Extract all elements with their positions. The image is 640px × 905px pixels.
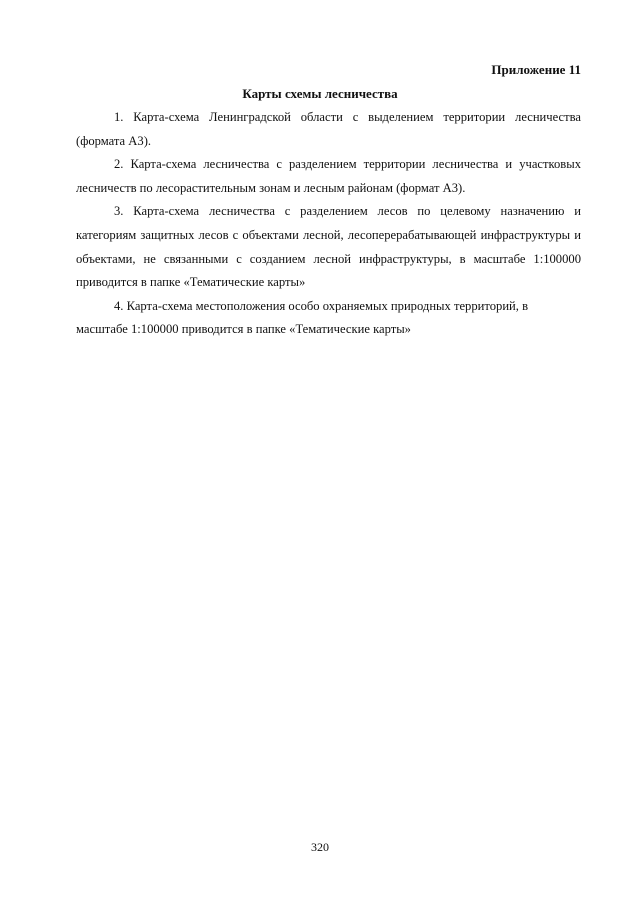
list-item-2: 2. Карта-схема лесничества с разделением территории лесничества и участковых лесничеств по лесорастительным зонам и лесным районам (формат А3). [76, 157, 581, 195]
list-item-3: 3. Карта-схема лесничества с разделением лесов по целевому назначению и категориям защитных лесов с объектами лесной, лесоперерабатывающей инфраструктуры и объектами, не связанными с созданием лесной инфраструктуры, в масштабе 1:100000 приводится в папке «Тематические карты» [76, 204, 581, 290]
page-number: 320 [311, 840, 329, 854]
list-item-4: 4. Карта-схема местоположения особо охраняемых природных территорий, в масштабе 1:100000 приводится в папке «Тематические карты» [76, 298, 529, 337]
document-body [76, 106, 581, 342]
page-title: Карты схемы лесничества [242, 86, 398, 101]
list-item-1: 1. Карта-схема Ленинградской области с выделением территории лесничества (формата А3). [76, 110, 581, 148]
appendix-label: Приложение 11 [491, 62, 581, 77]
